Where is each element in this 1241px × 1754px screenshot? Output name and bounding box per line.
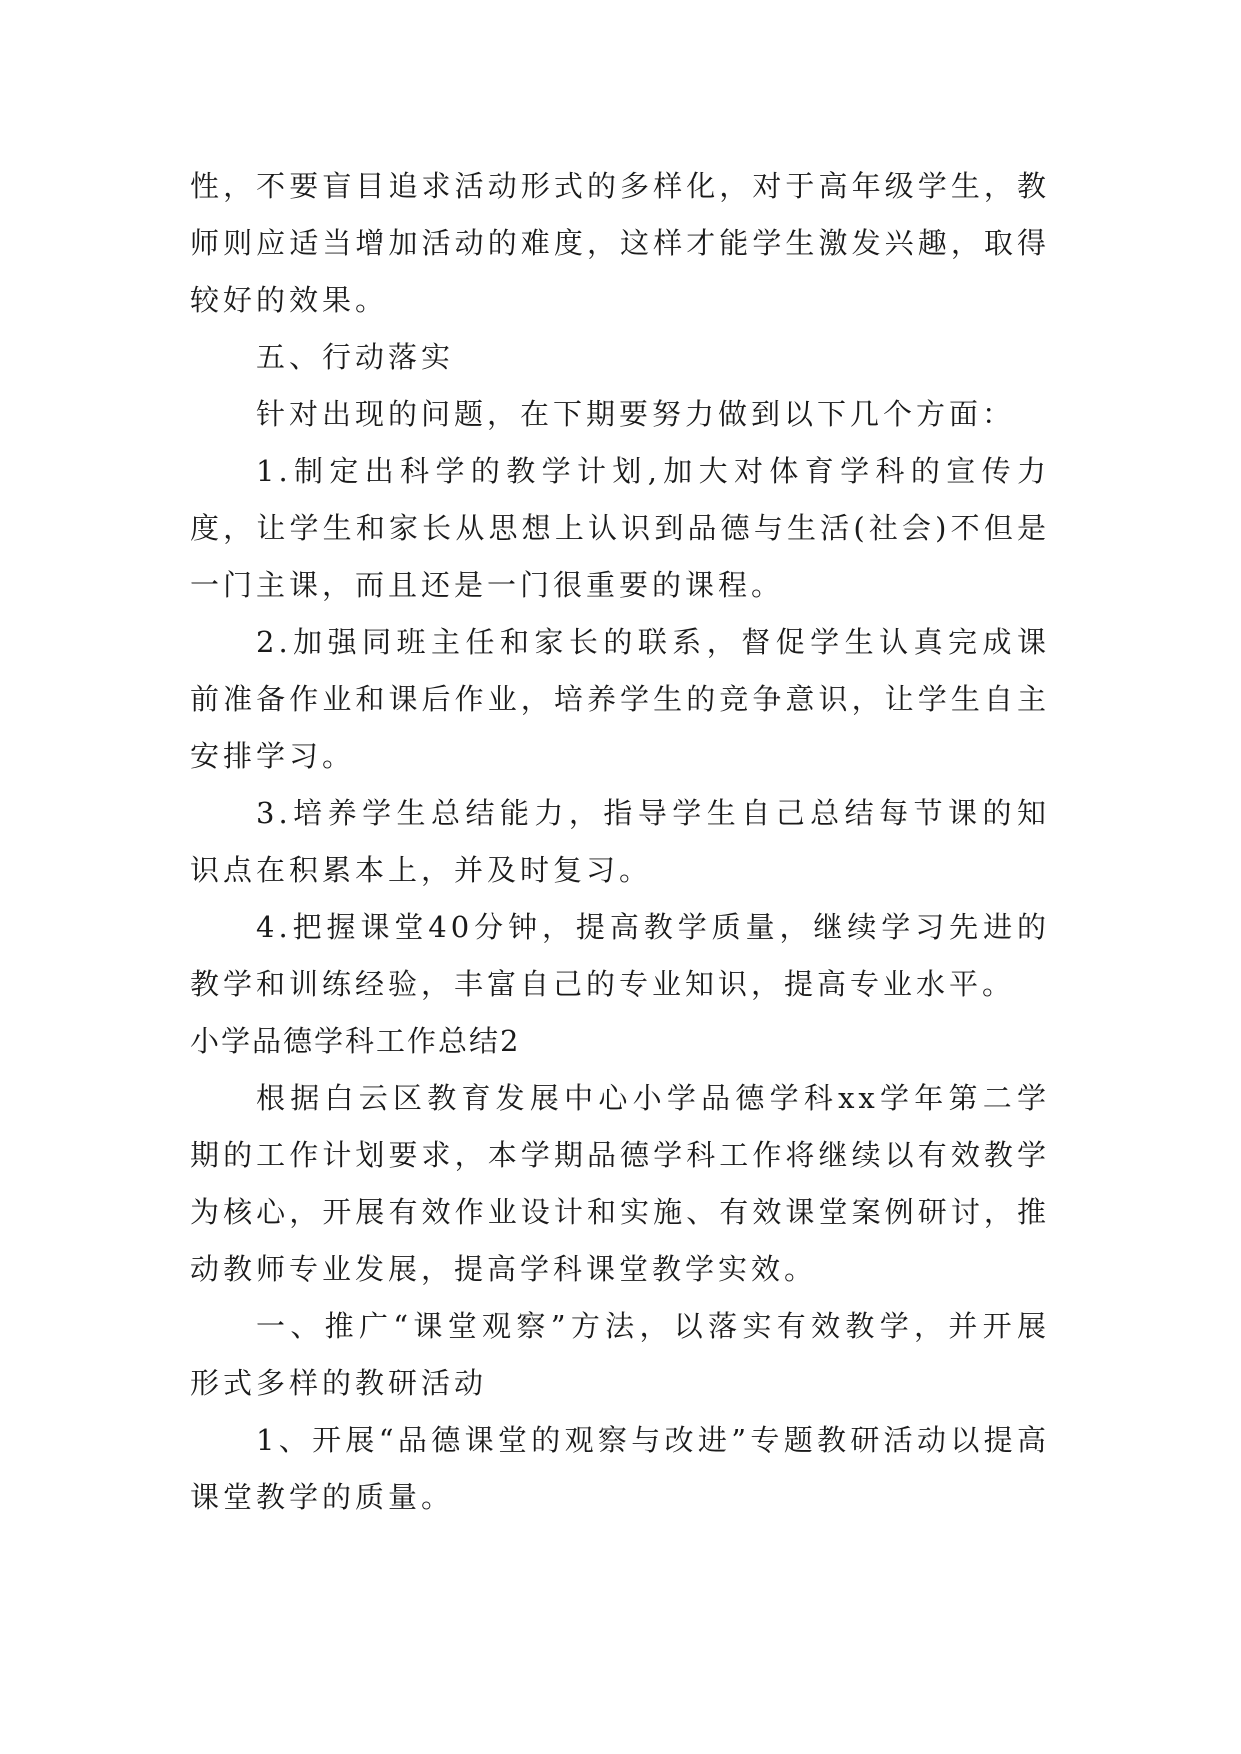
document-body <box>190 158 1050 1526</box>
paragraph-continuation: 性，不要盲目追求活动形式的多样化，对于高年级学生，教师则应适当增加活动的难度，这样才能学生激发兴趣，取得较好的效果。 <box>190 169 1050 317</box>
list-item-3: 3.培养学生总结能力，指导学生自己总结每节课的知识点在积累本上，并及时复习。 <box>190 796 1050 887</box>
list-item-2: 2.加强同班主任和家长的联系，督促学生认真完成课前准备作业和课后作业，培养学生的竞争意识，让学生自主安排学习。 <box>190 625 1050 773</box>
list-item-4: 4.把握课堂40分钟，提高教学质量，继续学习先进的教学和训练经验，丰富自己的专业知识，提高专业水平。 <box>190 910 1050 1001</box>
paragraph-overview: 根据白云区教育发展中心小学品德学科xx学年第二学期的工作计划要求，本学期品德学科工作将继续以有效教学为核心，开展有效作业设计和实施、有效课堂案例研讨，推动教师专业发展，提高学科课堂教学实效。 <box>190 1081 1050 1286</box>
subsection-item-1: 1、开展“品德课堂的观察与改进”专题教研活动以提高课堂教学的质量。 <box>190 1423 1050 1514</box>
section-heading-one: 一、推广“课堂观察”方法，以落实有效教学，并开展形式多样的教研活动 <box>190 1309 1050 1400</box>
section-heading-action: 五、行动落实 <box>256 340 455 374</box>
document-title: 小学品德学科工作总结2 <box>190 1024 521 1058</box>
list-item-1: 1.制定出科学的教学计划,加大对体育学科的宣传力度，让学生和家长从思想上认识到品德与生活(社会)不但是一门主课，而且还是一门很重要的课程。 <box>190 454 1050 602</box>
paragraph-intro: 针对出现的问题，在下期要努力做到以下几个方面： <box>256 397 1016 431</box>
